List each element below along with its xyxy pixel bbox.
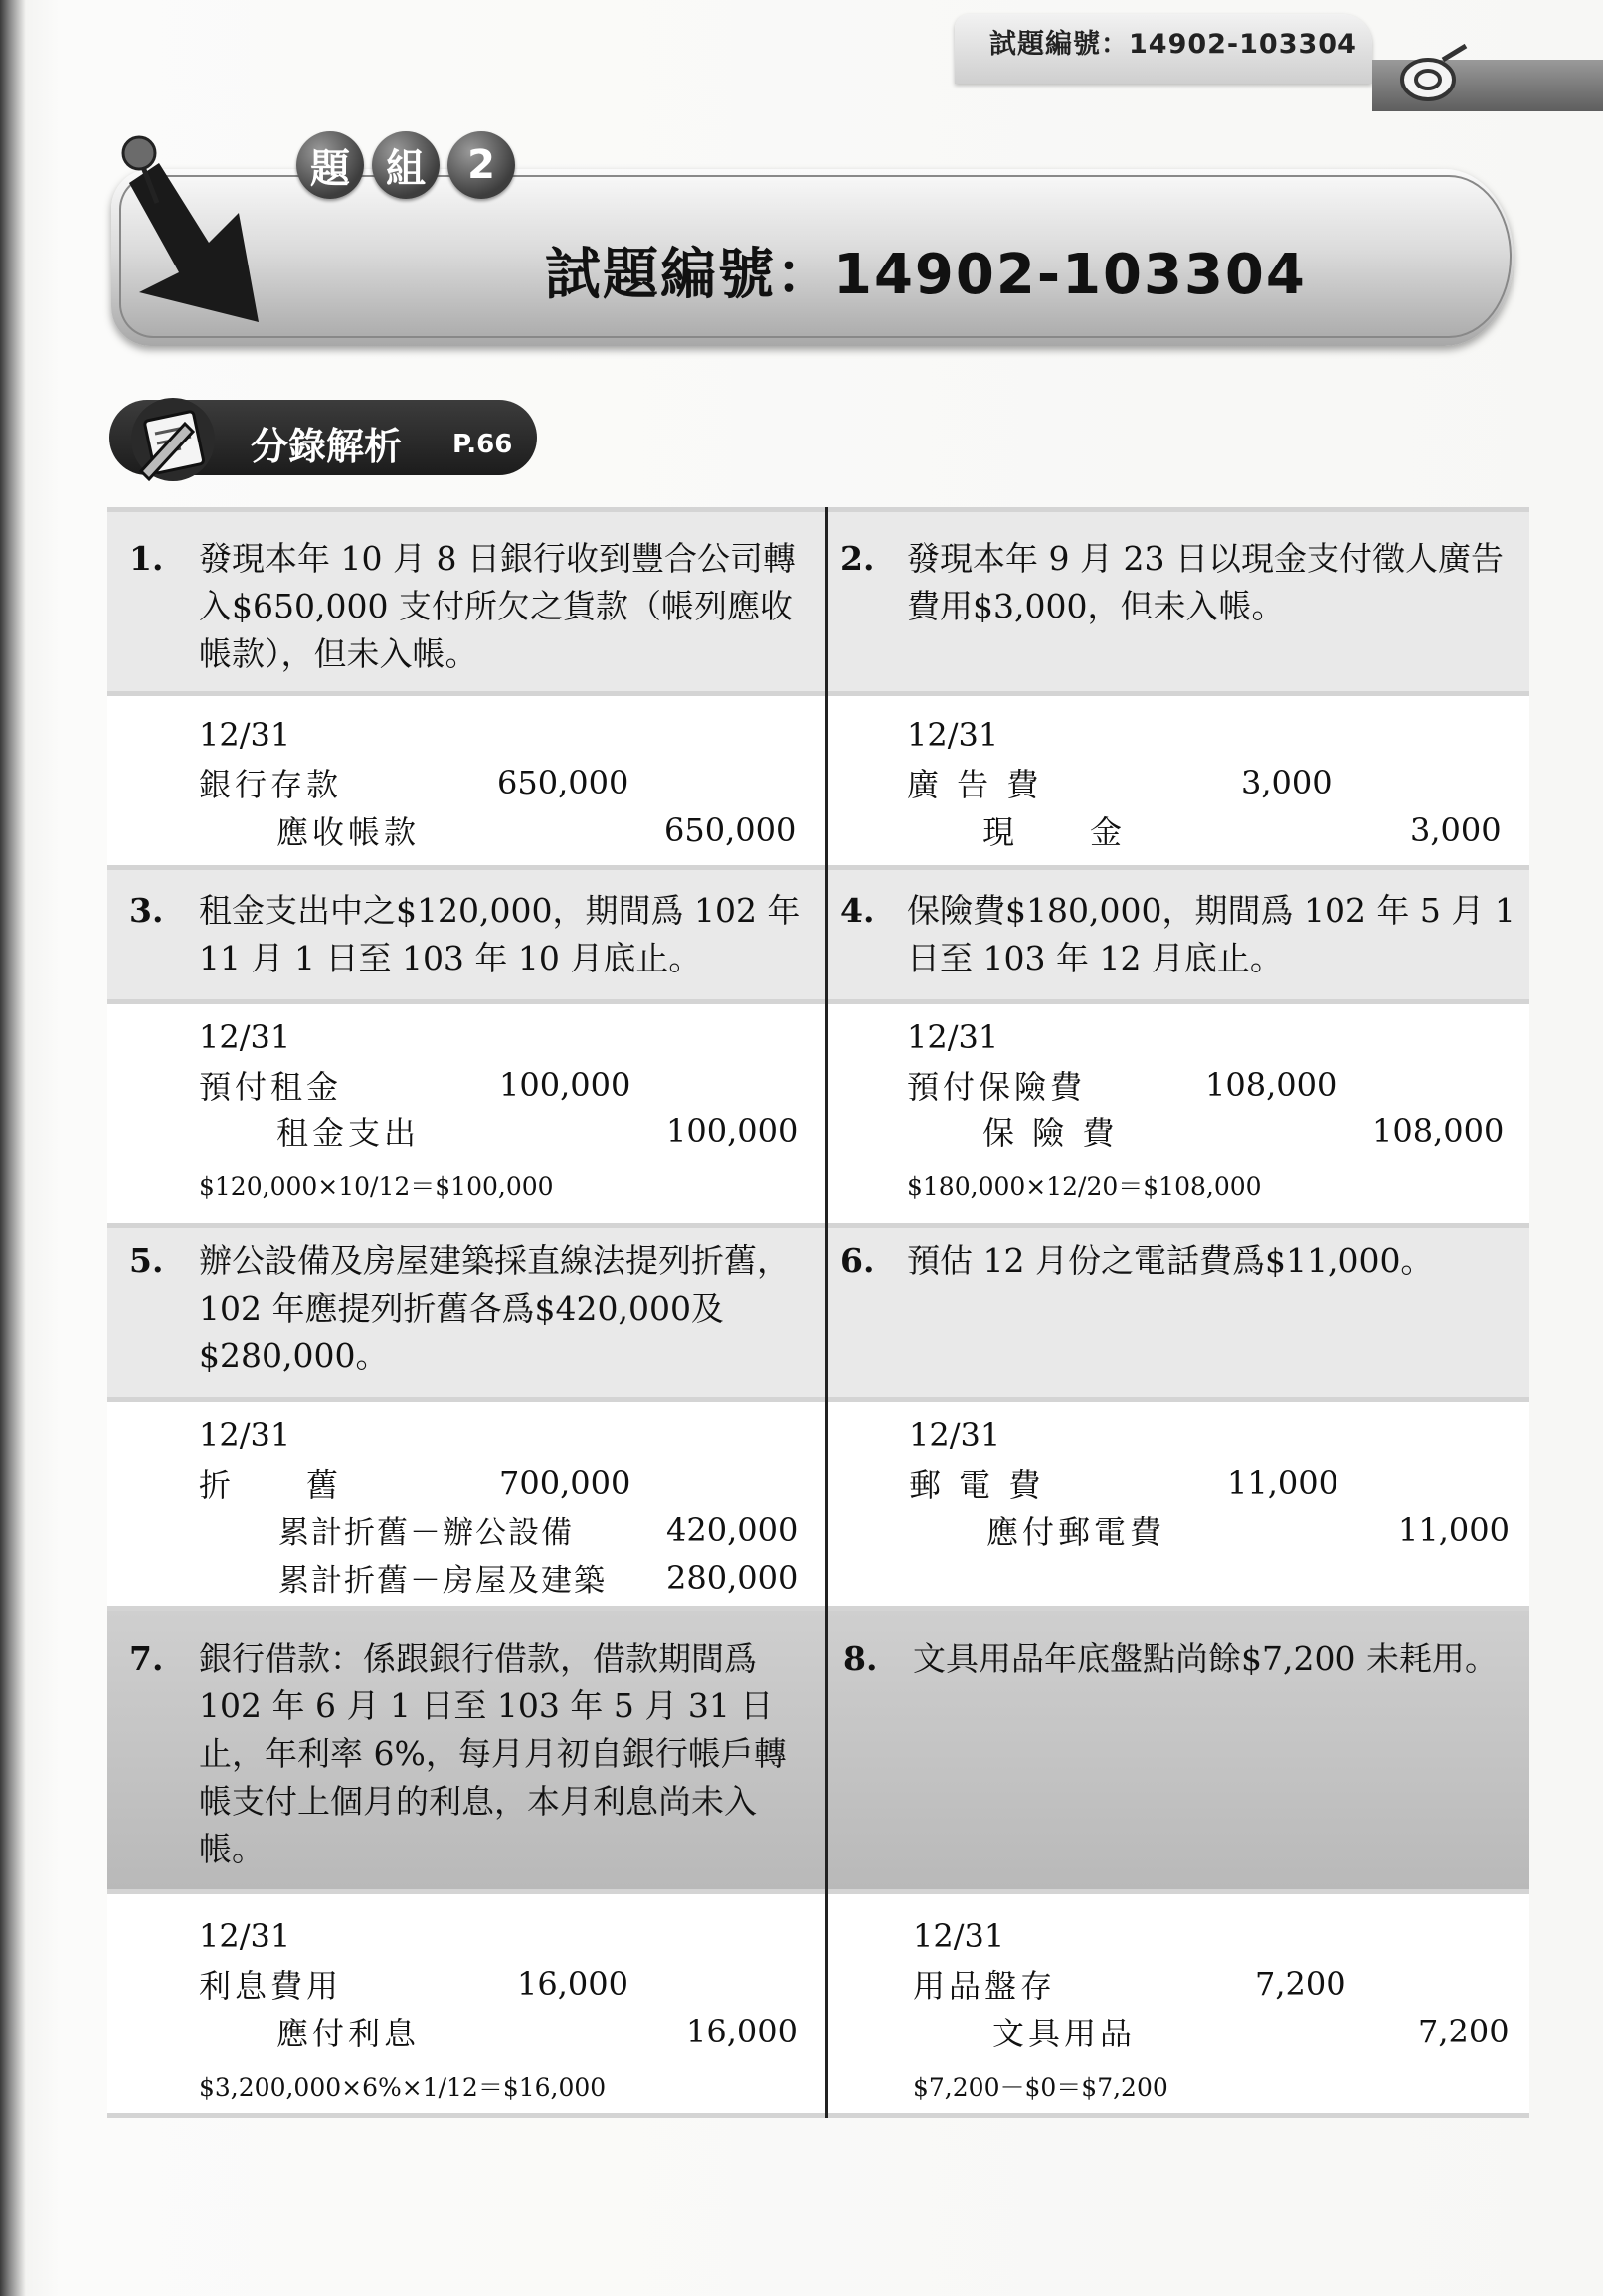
item-7-date: 12/31	[199, 1917, 291, 1955]
item-4-calculation: $180,000×12/20＝$108,000	[907, 1172, 1262, 1201]
item-2-debit-amount: 3,000	[1241, 764, 1333, 801]
item-3-debit-account: 預付租金	[199, 1068, 343, 1106]
paper-clip-icon	[1388, 40, 1478, 109]
group-badge-3: 2	[447, 131, 515, 199]
item-4-credit-account: 保 險 費	[982, 1114, 1119, 1151]
item-5-date: 12/31	[199, 1416, 291, 1454]
item-8-date: 12/31	[913, 1917, 1005, 1955]
item-2-credit-account: 現 金	[982, 813, 1127, 851]
page-title: 試題編號：14902-103304	[545, 243, 1307, 307]
item-6-credit-amount: 11,000	[1398, 1511, 1510, 1549]
item-1-credit-account: 應收帳款	[276, 813, 421, 851]
item-1-debit-account: 銀行存款	[199, 766, 343, 803]
item-6-credit-account: 應付郵電費	[986, 1513, 1166, 1551]
notepad-pencil-icon	[123, 394, 243, 485]
item-5-debit-account: 折 舊	[199, 1466, 343, 1503]
item-7-calculation: $3,200,000×6%×1/12＝$16,000	[199, 2073, 607, 2102]
item-8-credit-account: 文具用品	[992, 2015, 1137, 2052]
item-3-credit-amount: 100,000	[666, 1112, 799, 1149]
item-6-question: 預估 12 月份之電話費爲$11,000。	[907, 1241, 1434, 1280]
item-8-debit-account: 用品盤存	[913, 1967, 1057, 2005]
item-6-debit-amount: 11,000	[1227, 1464, 1338, 1501]
item-3-calculation: $120,000×10/12＝$100,000	[199, 1172, 554, 1201]
item-2-date: 12/31	[907, 716, 999, 754]
item-5-credit-account-1: 累計折舊－辦公設備	[278, 1515, 574, 1551]
item-1-question: 發現本年 10 月 8 日銀行收到豐合公司轉入$650,000 支付所欠之貨款（帳列應收帳款），但未入帳。	[199, 539, 796, 673]
item-4-debit-account: 預付保險費	[907, 1068, 1087, 1106]
item-2-debit-account: 廣 告 費	[907, 766, 1043, 803]
item-8-calculation: $7,200－$0＝$7,200	[913, 2073, 1168, 2102]
item-1-number: 1.	[129, 539, 164, 578]
item-8-question: 文具用品年底盤點尚餘$7,200 未耗用。	[913, 1639, 1498, 1678]
item-5-credit-amount-1: 420,000	[666, 1511, 799, 1549]
item-7-debit-amount: 16,000	[517, 1965, 628, 2003]
item-7-credit-amount: 16,000	[686, 2013, 798, 2050]
item-1-debit-amount: 650,000	[497, 764, 629, 801]
item-2-credit-amount: 3,000	[1410, 811, 1502, 849]
item-5-number: 5.	[129, 1241, 164, 1280]
item-7-debit-account: 利息費用	[199, 1967, 343, 2005]
item-8-credit-amount: 7,200	[1418, 2013, 1510, 2050]
item-3-question: 租金支出中之$120,000，期間爲 102 年 11 月 1 日至 103 年 10 月底止。	[199, 891, 801, 977]
item-7-question: 銀行借款：係跟銀行借款，借款期間爲 102 年 6 月 1 日至 103 年 5 月 31 日止，年利率 6%，每月月初自銀行帳戶轉帳支付上個月的利息，本月利息尚未入帳。	[199, 1639, 787, 1868]
group-badge-1: 題	[296, 131, 364, 199]
item-4-number: 4.	[840, 891, 875, 930]
item-6-number: 6.	[840, 1241, 875, 1280]
item-2-question: 發現本年 9 月 23 日以現金支付徵人廣告費用$3,000，但未入帳。	[907, 539, 1504, 625]
item-1-credit-amount: 650,000	[664, 811, 797, 849]
header-tab-text: 試題編號：14902-103304	[989, 29, 1357, 60]
item-4-question: 保險費$180,000，期間爲 102 年 5 月 1 日至 103 年 12 月底止。	[907, 891, 1515, 977]
item-4-date: 12/31	[907, 1018, 999, 1056]
item-7-number: 7.	[129, 1639, 164, 1678]
item-7-credit-account: 應付利息	[276, 2015, 421, 2052]
item-6-debit-account: 郵 電 費	[909, 1466, 1045, 1503]
item-6-date: 12/31	[909, 1416, 1001, 1454]
item-5-debit-amount: 700,000	[499, 1464, 631, 1501]
item-3-date: 12/31	[199, 1018, 291, 1056]
item-1-date: 12/31	[199, 716, 291, 754]
item-2-number: 2.	[840, 539, 875, 578]
arrow-pin-icon	[109, 123, 298, 342]
item-3-credit-account: 租金支出	[276, 1114, 421, 1151]
item-3-debit-amount: 100,000	[499, 1066, 631, 1104]
item-5-credit-amount-2: 280,000	[666, 1559, 799, 1597]
group-badge-2: 組	[372, 131, 440, 199]
item-5-question: 辦公設備及房屋建築採直線法提列折舊，102 年應提列折舊各爲$420,000及$280,000。	[199, 1241, 790, 1375]
item-5-credit-account-2: 累計折舊－房屋及建築	[278, 1563, 607, 1599]
section-page-ref: P.66	[452, 430, 513, 459]
item-3-number: 3.	[129, 891, 164, 930]
column-divider	[825, 507, 828, 2118]
item-4-credit-amount: 108,000	[1372, 1112, 1505, 1149]
item-8-debit-amount: 7,200	[1255, 1965, 1346, 2003]
section-title: 分錄解析	[251, 425, 403, 468]
item-8-number: 8.	[843, 1639, 878, 1678]
item-4-debit-amount: 108,000	[1205, 1066, 1337, 1104]
